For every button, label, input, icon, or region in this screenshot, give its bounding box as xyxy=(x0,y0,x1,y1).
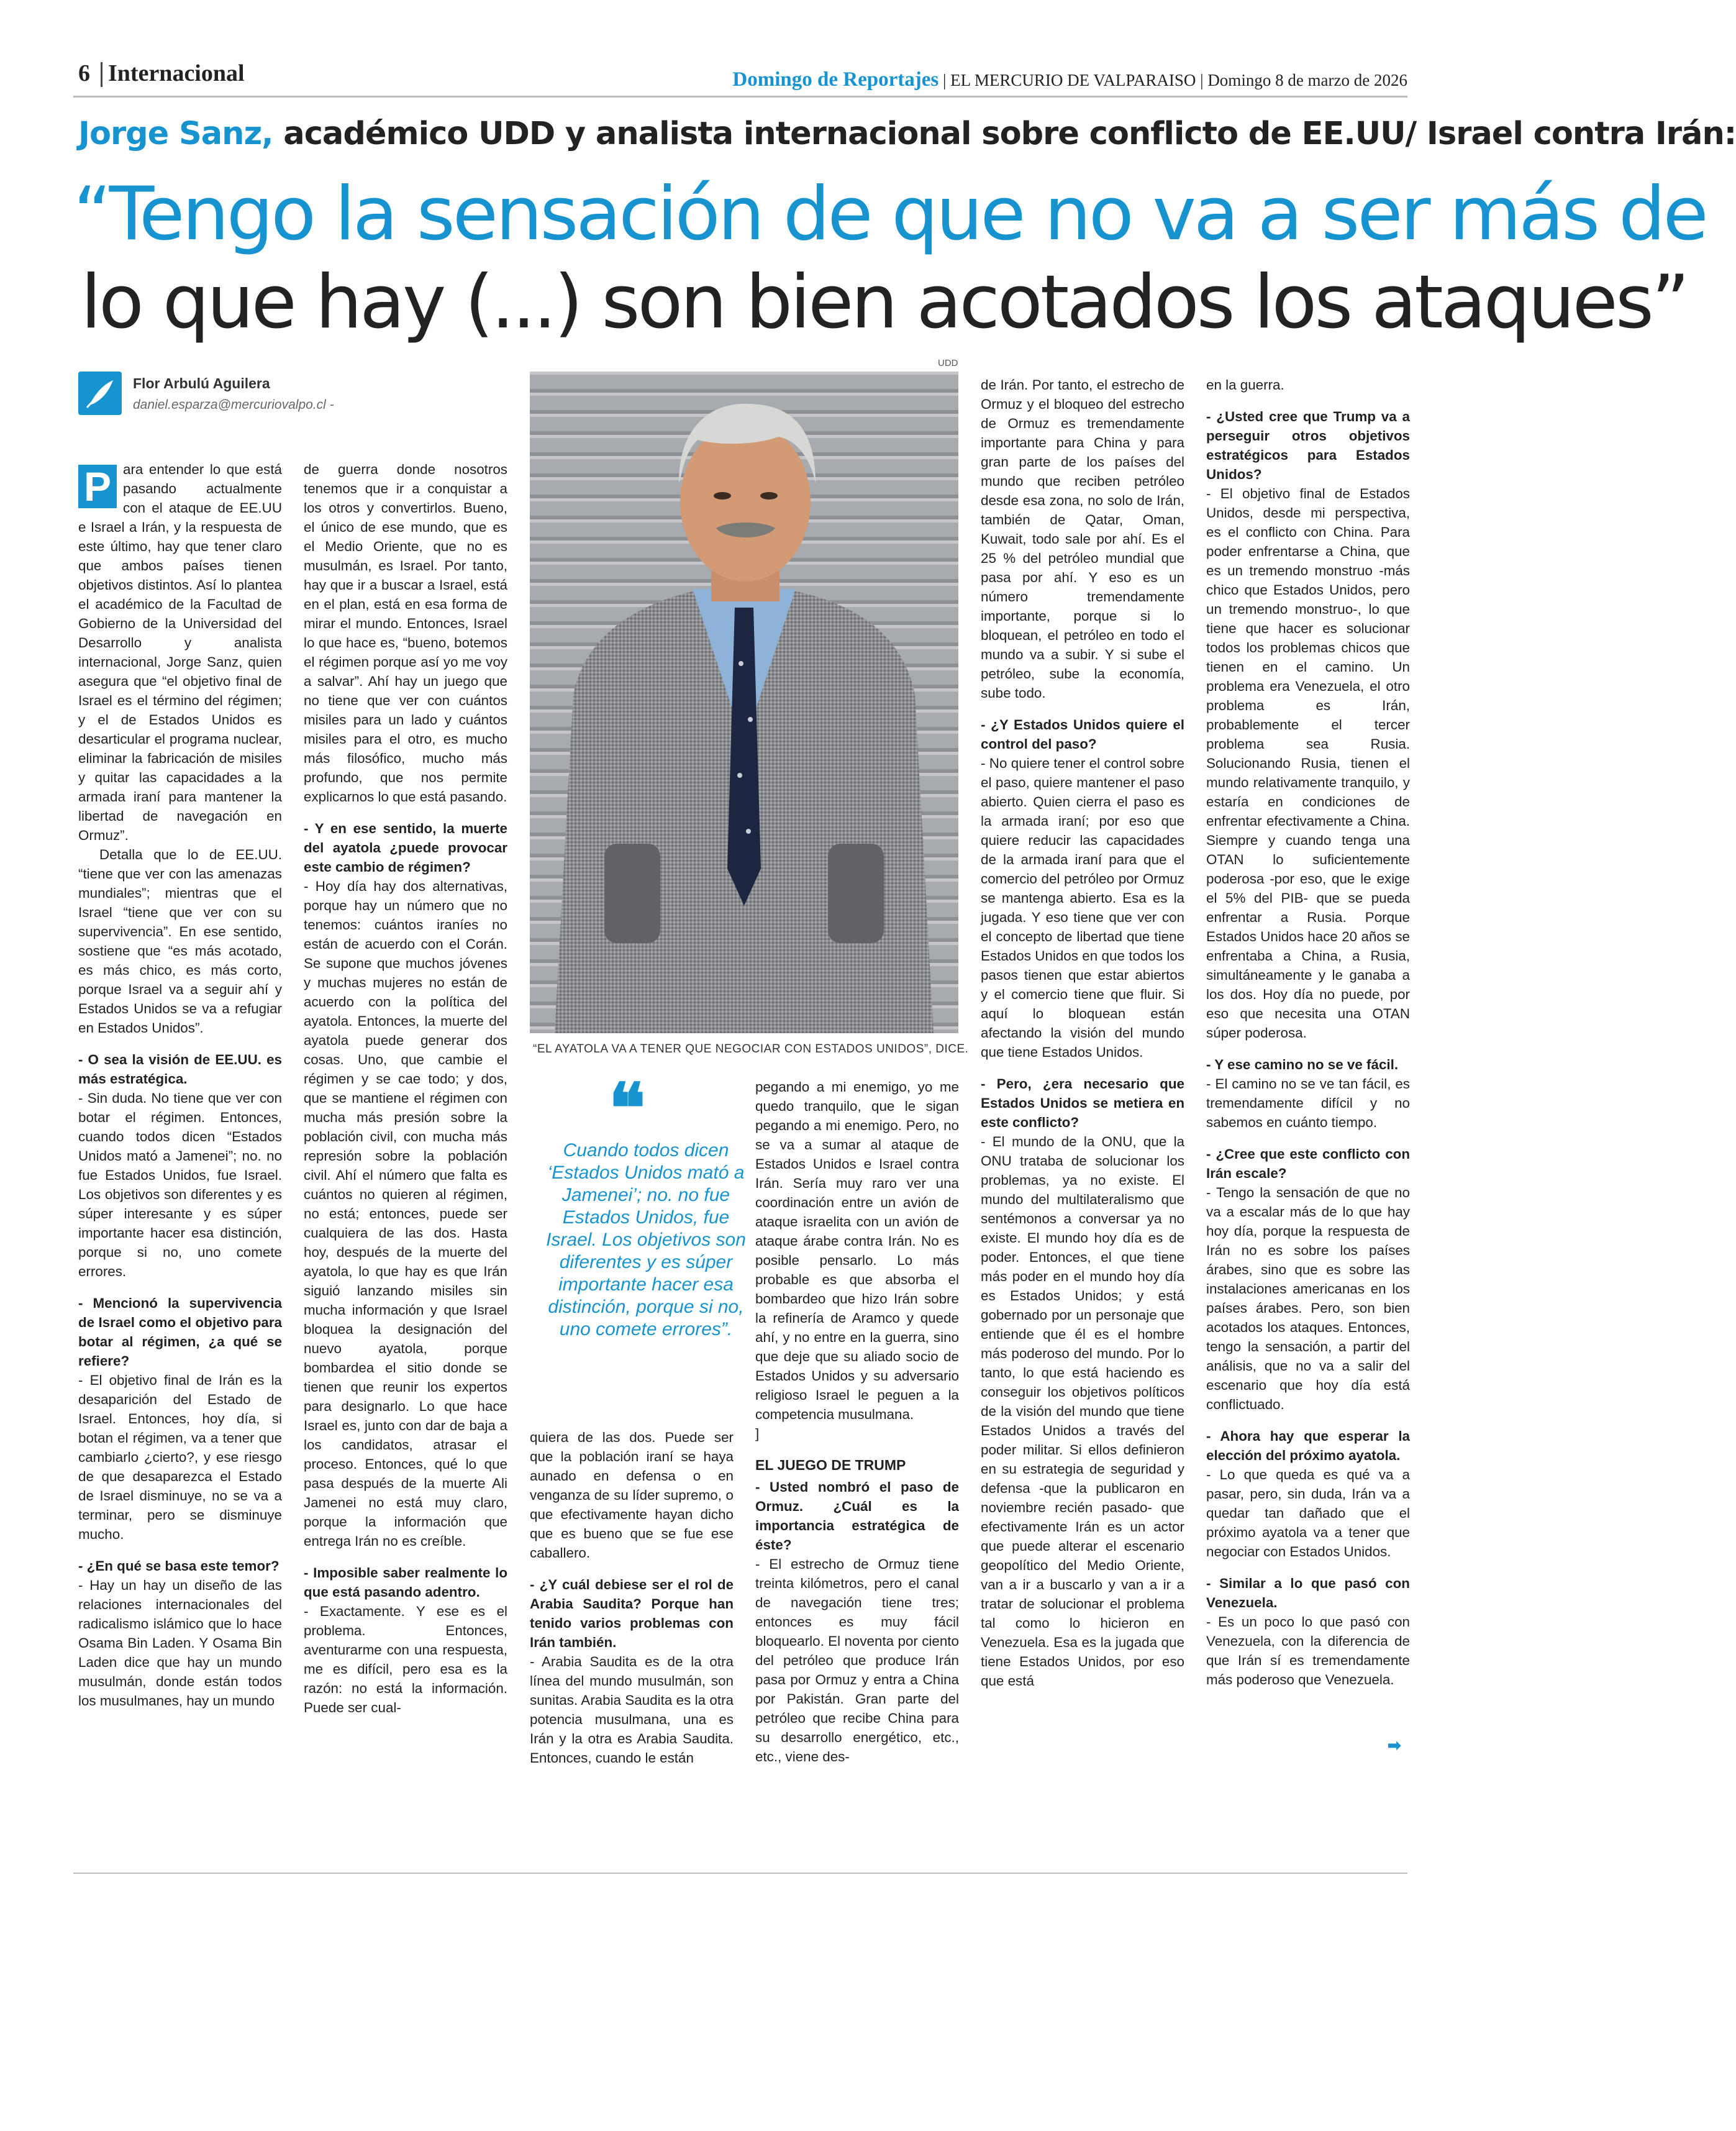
question: - Y ese camino no se ve fácil. xyxy=(1206,1057,1399,1072)
issue-date: Domingo 8 de marzo de 2026 xyxy=(1207,71,1407,89)
article-column-2 xyxy=(304,460,507,1717)
question: - ¿Y Estados Unidos quiere el control del paso? xyxy=(981,717,1184,752)
section-name: Internacional xyxy=(108,60,245,86)
header-sep-2: | xyxy=(1200,71,1208,89)
question: - O sea la visión de EE.UU. es más estratégica. xyxy=(78,1052,282,1087)
footer-rule xyxy=(73,1873,1407,1874)
arrow-right-icon: ➡ xyxy=(1388,1736,1401,1755)
article-column-6 xyxy=(1206,375,1410,1689)
paragraph: de guerra donde nosotros tenemos que ir a conquistar a los otros y convertirlos. Bueno, el único de ese mundo, que es el Medio Oriente, que no es musulmán, es Israel. Por tanto, hay que ir a buscar a Israel, está en el plan, está en esa forma de mirar el mundo. Entonces, Israel lo que hace es, “bueno, botemos el régimen porque así yo me voy a salvar”. Ahí hay un juego que no tiene que ver con cuántos misiles para un lado y cuántos misiles para el otro, es mucho más filosófico, mucho más profundo, que nos permite explicarnos lo que está pasando. xyxy=(304,462,507,805)
answer: - Lo que queda es qué va a pasar, pero, sin duda, Irán va a quedar tan dañado que el próximo ayatola va a tener que negociar con Estados Unidos. xyxy=(1206,1467,1410,1559)
headline-line-2: lo que hay (...) son bien acotados los ataques” xyxy=(81,260,1688,345)
byline-name: Flor Arbulú Aguilera xyxy=(133,375,270,391)
kicker-name: Jorge Sanz, xyxy=(78,116,273,152)
question: - Y en ese sentido, la muerte del ayatola ¿puede provocar este cambio de régimen? xyxy=(304,821,507,875)
paragraph: quiera de las dos. Puede ser que la población iraní se haya aunado en defensa o en venganza de su líder supremo, o que efectivamente hayan dicho que es bueno que se fue ese caballero. xyxy=(530,1430,734,1561)
article-column-1 xyxy=(78,460,282,1710)
header-rule xyxy=(73,96,1407,98)
page-header-right xyxy=(732,68,1407,91)
drop-cap: P xyxy=(78,465,117,508)
question: - ¿En qué se basa este temor? xyxy=(78,1558,279,1574)
supplement-name: Domingo de Reportajes xyxy=(732,68,939,91)
answer: - El objetivo final de Irán es la desaparición del Estado de Israel. Entonces, hoy día, si botan el régimen, va a tener que cambiarlo ¿cierto?, y ese riesgo de que desaparezca el Estado de Israel disminuye, no se va a terminar, pero se disminuye mucho. xyxy=(78,1372,282,1542)
question: - ¿Usted cree que Trump va a perseguir otros objetivos estratégicos para Estados Unidos? xyxy=(1206,409,1410,482)
byline-email-text: daniel.esparza@mercuriovalpo.cl xyxy=(133,398,326,412)
article-column-5 xyxy=(981,375,1184,1691)
question: - Mencionó la supervivencia de Israel como el objetivo para botar al régimen, ¿a qué se refiere? xyxy=(78,1295,282,1369)
answer: - Hay un hay un diseño de las relaciones internacionales del radicalismo islámico que lo hace Osama Bin Laden. Y Osama Bin Laden dice que hay un mundo musulmán, donde están todos los musulmanes, hay un mundo xyxy=(78,1577,282,1709)
question: - ¿Y cuál debiese ser el rol de Arabia Saudita? Porque han tenido varios problemas con Irán también. xyxy=(530,1577,734,1650)
paragraph: en la guerra. xyxy=(1206,377,1284,393)
quote-marks-icon: ❝ xyxy=(609,1071,646,1147)
answer: - El objetivo final de Estados Unidos, desde mi perspectiva, es el conflicto con China. Para poder enfrentarse a China, que es un tremendo monstruo -más chico que Estados Unidos, pero un tremendo monstruo-, lo que tiene que hacer es solucionar todos los problemas chicos que tienen en el camino. Un problema era Venezuela, el otro problema es Irán, probablemente el tercer problema sea Rusia. Solucionando Rusia, tienen el mundo relativamente tranquilo, y estaría en condiciones de enfrentar efectivamente a China. Siempre y cuando tenga una OTAN lo suficientemente poderosa -por eso, que le exige el 5% del PIB- que se pueda enfrentar a Rusia. Porque Estados Unidos hace 20 años se enfrentaba a China, a Rusia, simultáneamente y le ganaba a los dos. Hoy día no puede, por eso que necesita una OTAN súper poderosa. xyxy=(1206,486,1410,1041)
kicker xyxy=(78,116,1736,152)
article-column-4 xyxy=(755,1077,959,1766)
question: - ¿Cree que este conflicto con Irán escale? xyxy=(1206,1146,1410,1181)
page-number: 6 xyxy=(78,60,90,86)
subheading: EL JUEGO DE TRUMP xyxy=(755,1457,906,1473)
paragraph: ara entender lo que está pasando actualmente con el ataque de EE.UU e Israel a Irán, y la respuesta de este último, hay que tener claro que ambos países tienen objetivos distintos. Así lo plantea el académico de la Facultad de Gobierno de la Universidad del Desarrollo y analista internacional, Jorge Sanz, quien asegura que “el objetivo final de Israel es el término del régimen; y el de Estados Unidos es desarticular el programa nuclear, eliminar la fabricación de misiles y quitar las capacidades a la armada iraní para mantener la libertad de navegación en Ormuz”. xyxy=(78,462,282,843)
answer: - El estrecho de Ormuz tiene treinta kilómetros, pero el canal de navegación tiene tres; entonces es muy fácil bloquearlo. El noventa por ciento del petróleo que produce Irán pasa por Ormuz y entra a China por Pakistán. Gran parte del petróleo que recibe China para su desarrollo energético, etc., etc., viene des- xyxy=(755,1556,959,1764)
pull-quote: Cuando todos dicen ‘Estados Unidos mató a Jamenei’; no. no fue Estados Unidos, fue Israel. Los objetivos son diferentes y es súper importante hacer esa distinción, porque si no, uno comete errores”. xyxy=(546,1140,746,1339)
question: - Ahora hay que esperar la elección del próximo ayatola. xyxy=(1206,1428,1410,1463)
article-column-3 xyxy=(530,1428,734,1768)
answer: - No quiere tener el control sobre el paso, quiere mantener el paso abierto. Quien cierra el paso es la armada iraní; por eso que quiere reducir las capacidades de la armada iraní para que el comercio del petróleo por Ormuz se mantenga abierto. Esa es la jugada. Y eso tiene que ver con el concepto de libertad que tiene Estados Unidos en que todos los pasos tienen que estar abiertos y el comercio tiene que fluir. Si aquí lo bloquean están afectando la visión del mundo que tiene Estados Unidos. xyxy=(981,755,1184,1060)
portrait-photo xyxy=(530,372,958,1033)
paragraph: pegando a mi enemigo, yo me quedo tranquilo, que le sigan pegando a mi enemigo. Pero, no se va a sumar al ataque de Estados Unidos e Israel contra Irán. Sería muy raro ver una coordinación entre un avión de ataque israelita con un avión de ataque árabe contra Irán. No es posible pensarlo. Lo más probable es que absorba el bombardeo que hizo Irán sobre la refinería de Aramco y quede ahí, y no entre en la guerra, sino que deje que su aliado socio de Estados Unidos y su adversario religioso Israel le peguen a la competencia musulmana. xyxy=(755,1079,959,1422)
header-sep-1: | xyxy=(942,71,951,89)
newspaper-name: EL MERCURIO DE VALPARAISO xyxy=(950,71,1196,89)
section-end-mark: ] xyxy=(755,1426,760,1441)
answer: - El camino no se ve tan fácil, es tremendamente difícil y no sabemos en cuánto tiempo. xyxy=(1206,1076,1410,1130)
question: - Imposible saber realmente lo que está pasando adentro. xyxy=(304,1565,507,1600)
answer: - Tengo la sensación de que no va a escalar más de lo que hay hoy día, porque la respuesta de Irán no es sobre los países árabes, sino que es sobre las instalaciones americanas en los países árabes. Pero, son bien acotados los ataques. Entonces, tengo la sensación, a partir del análisis, que no va a salir del escenario que hoy día está conflictuado. xyxy=(1206,1185,1410,1412)
question: - Pero, ¿era necesario que Estados Unidos se metiera en este conflicto? xyxy=(981,1076,1184,1130)
answer: - Es un poco lo que pasó con Venezuela, con la diferencia de que Irán sí es tremendamente más poderoso que Venezuela. xyxy=(1206,1614,1410,1687)
answer: - Hoy día hay dos alternativas, porque hay un número que no tenemos: cuántos iraníes no están de acuerdo con el Corán. Se supone que muchos jóvenes y muchas mujeres no están de acuerdo con la política del ayatola. Entonces, la muerte del ayatola puede generar dos cosas. Uno, que cambie el régimen y se cae todo; y dos, que se mantiene el régimen con mucha más presión sobre la población civil, con mucha más represión sobre la población civil. Ahí el número que falta es cuántos no quieren al régimen, no está; entonces, puede ser cualquiera de las dos. Hasta hoy, después de la muerte del ayatola, lo que hay es que Irán siguió lanzando misiles sin mucha información y que Israel bloquea la designación del nuevo ayatola, porque bombardea el sitio donde se tienen que reunir los expertos para designarlo. Lo que hace Israel es, junto con dar de baja a los candidatos, atrasar el proceso. Entonces, qué lo que pasa después de la muerte Ali Jamenei no está muy claro, porque la información que entrega Irán no es creíble. xyxy=(304,878,507,1549)
paragraph: Detalla que lo de EE.UU. “tiene que ver con las amenazas mundiales”; mientras que el Israel “tiene que ver con su supervivencia”. En ese sentido, sostiene que “es más acotado, es más chico, es más corto, porque Israel va a seguir ahí y Estados Unidos se va a refugiar en Estados Unidos”. xyxy=(78,847,282,1036)
paragraph: de Irán. Por tanto, el estrecho de Ormuz y el bloqueo del estrecho de Ormuz es tremendamente importante para China y para gran parte de los países del mundo que reciben petróleo desde esa zona, no solo de Irán, también de Qatar, Oman, Kuwait, todo sale por ahí. Es el 25 % del petróleo mundial que pasa por ahí. Y eso es un número tremendamente importante, porque si lo bloquean, el petróleo en todo el mundo va a subir. Y si sube el petróleo, sube la economía, sube todo. xyxy=(981,377,1184,701)
kicker-text: académico UDD y analista internacional sobre conflicto de EE.UU/ Israel contra Irán: xyxy=(273,116,1736,152)
answer: - El mundo de la ONU, que la ONU trataba de solucionar los problemas, ya no existe. El mundo del multilateralismo que sentémonos a conversar ya no existe. El mundo hoy día es de poder. Entonces, el que tiene más poder en el mundo hoy día es Estados Unidos; y está gobernado por un personaje que entiende que él es el hombre más poderoso del mundo. Por lo tanto, lo que está haciendo es conseguir los objetivos políticos de la visión del mundo que tiene Estados Unidos a través del poder militar. Si ellos definieron en su estrategia de seguridad y defensa -que la publicaron en noviembre recién pasado- que efectivamente Irán es un actor que puede alterar el escenario geopolítico del Medio Oriente, van a ir a buscarlo y van a ir a tratar de solucionar el problema tal como lo hicieron en Venezuela. Esa es la jugada que tiene Estados Unidos, por eso que está xyxy=(981,1134,1184,1689)
photo-credit: UDD xyxy=(938,358,958,368)
header-divider xyxy=(101,62,102,87)
answer: - Sin duda. No tiene que ver con botar el régimen. Entonces, cuando todos dicen “Estados Unidos mató a Jamenei”; no. no fue Estados Unidos, fue Israel. Los objetivos son diferentes y es súper interesante y es súper importante hacer esa distinción, porque si no, uno comete errores. xyxy=(78,1090,282,1279)
answer: - Exactamente. Y ese es el problema. Entonces, aventurarme con una respuesta, me es difícil, pero esa es la razón: no está la información. Puede ser cual- xyxy=(304,1604,507,1715)
question: - Usted nombró el paso de Ormuz. ¿Cuál es la importancia estratégica de éste? xyxy=(755,1479,959,1553)
answer: - Arabia Saudita es de la otra línea del mundo musulmán, son sunitas. Arabia Saudita es la otra potencia musulmana, una es Irán y la otra es Arabia Saudita. Entonces, cuando le están xyxy=(530,1654,734,1766)
question: - Similar a lo que pasó con Venezuela. xyxy=(1206,1576,1410,1610)
byline-email: daniel.esparza@mercuriovalpo.cl - xyxy=(133,398,334,412)
feather-pen-icon xyxy=(78,372,122,415)
photo-caption: “EL AYATOLA VA A TENER QUE NEGOCIAR CON ESTADOS UNIDOS”, DICE. xyxy=(533,1043,969,1056)
headline-line-1: “Tengo la sensación de que no va a ser más de xyxy=(73,171,1706,257)
